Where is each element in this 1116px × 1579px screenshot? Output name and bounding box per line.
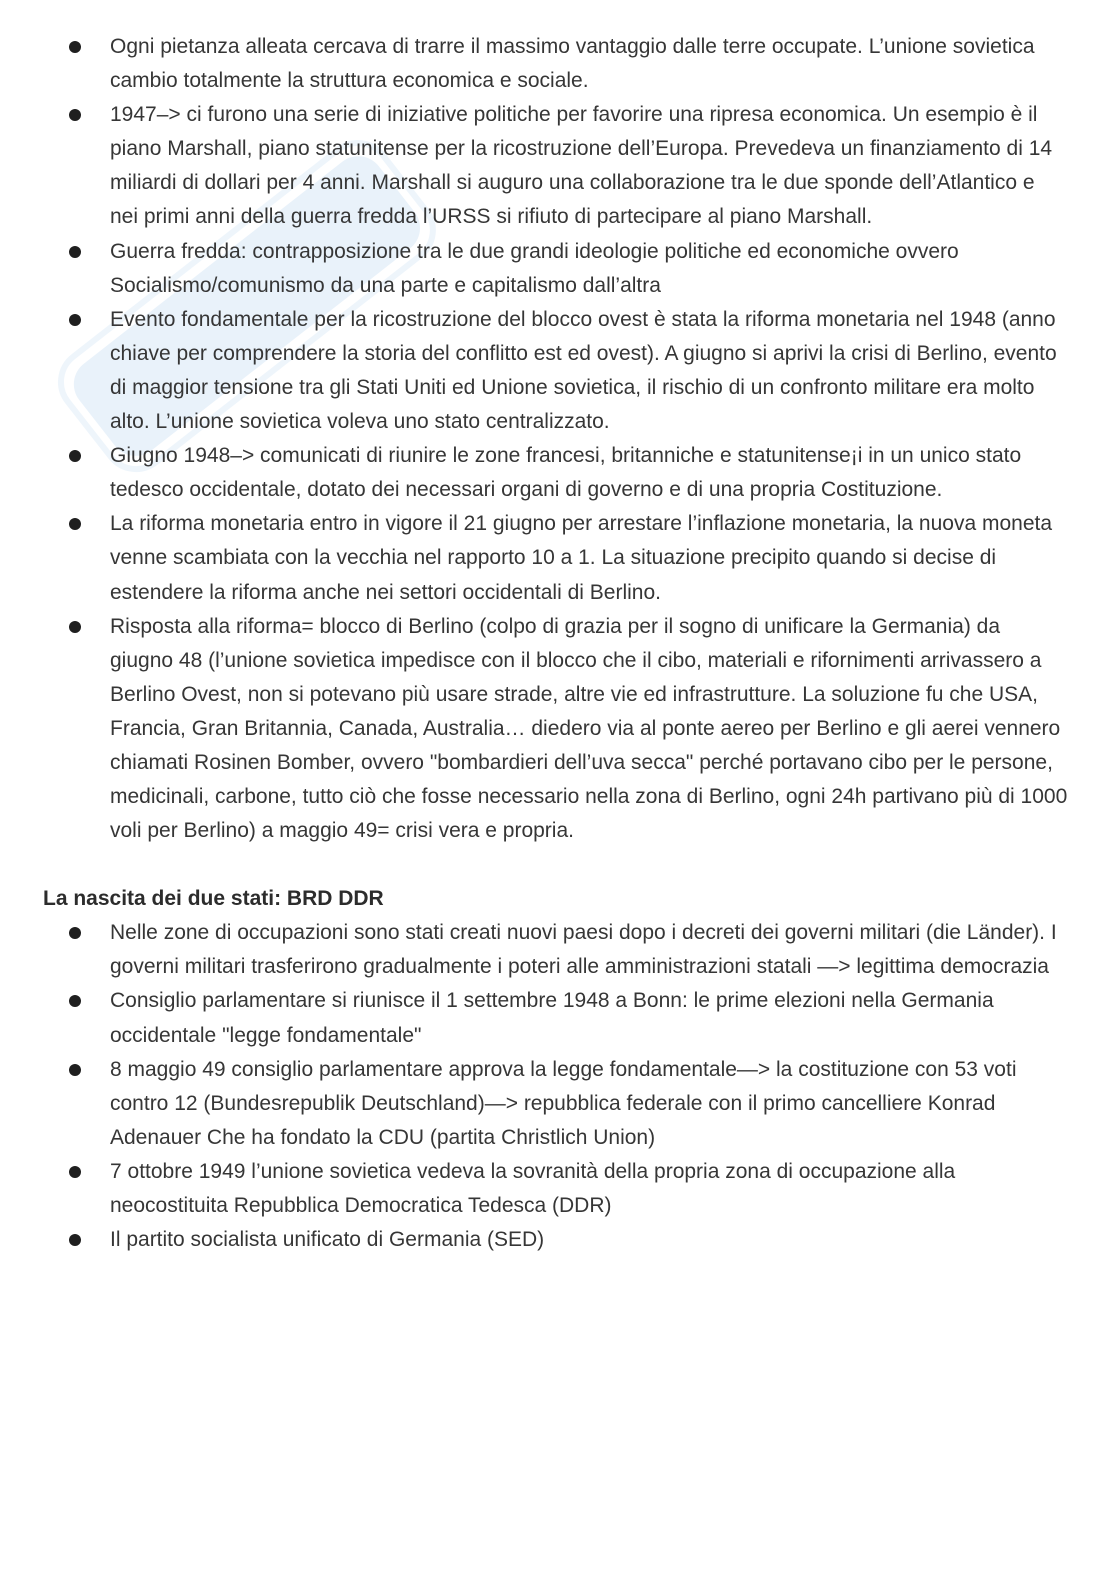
bullet-list-section-2 xyxy=(0,916,1116,1257)
bullet-text: 8 maggio 49 consiglio parlamentare approva la legge fondamentale—> la costituzione con 53 voti contro 12 (Bundesrepublik Deutschland)—> repubblica federale con il primo cancelliere Konrad Adenauer Che ha fondato la CDU (partita Christlich Union) xyxy=(110,1057,1017,1149)
bullet-icon xyxy=(69,518,81,530)
bullet-item xyxy=(0,507,1068,609)
bullet-list-section-1 xyxy=(0,30,1116,848)
bullet-icon xyxy=(69,246,81,258)
bullet-icon xyxy=(69,41,81,53)
bullet-item xyxy=(0,303,1068,439)
bullet-item xyxy=(0,1053,1068,1155)
bullet-text: Evento fondamentale per la ricostruzione del blocco ovest è stata la riforma monetaria nel 1948 (anno chiave per comprendere la storia del conflitto est ed ovest). A giugno si aprivi la crisi di Berlino, evento di maggior tensione tra gli Stati Uniti ed Unione sovietica, il rischio di un confronto militare era molto alto. L’unione sovietica voleva uno stato centralizzato. xyxy=(110,307,1057,434)
bullet-item xyxy=(0,916,1068,984)
bullet-item xyxy=(0,984,1068,1052)
bullet-icon xyxy=(69,1234,81,1246)
bullet-icon xyxy=(69,314,81,326)
section-heading: La nascita dei due stati: BRD DDR xyxy=(43,887,384,911)
bullet-item xyxy=(0,610,1068,849)
bullet-text: Consiglio parlamentare si riunisce il 1 settembre 1948 a Bonn: le prime elezioni nella Germania occidentale "legge fondamentale" xyxy=(110,989,994,1047)
bullet-icon xyxy=(69,109,81,121)
bullet-text: 7 ottobre 1949 l’unione sovietica vedeva la sovranità della propria zona di occupazione alla neocostituita Repubblica Democratica Tedesca (DDR) xyxy=(110,1159,956,1217)
bullet-text: Risposta alla riforma= blocco di Berlino (colpo di grazia per il sogno di unificare la Germania) da giugno 48 (l’unione sovietica impedisce con il blocco che il cibo, materiali e rifornimenti arrivassero a Berlino Ovest, non si potevano più usare strade, altre vie ed infrastrutture. La soluzione fu che USA, Francia, Gran Britannia, Canada, Australia… diedero via al ponte aereo per Berlino e gli aerei vennero chiamati Rosinen Bomber, ovvero "bombardieri dell’uva secca" perché portavano cibo per le persone, medicinali, carbone, tutto ciò che fosse necessario nella zona di Berlino, ogni 24h partivano più di 1000 voli per Berlino) a maggio 49= crisi vera e propria. xyxy=(110,614,1068,843)
bullet-text: Guerra fredda: contrapposizione tra le due grandi ideologie politiche ed economiche ovvero Socialismo/comunismo da una parte e capitalismo dall’altra xyxy=(110,239,959,297)
bullet-text: Ogni pietanza alleata cercava di trarre il massimo vantaggio dalle terre occupate. L’unione sovietica cambio totalmente la struttura economica e sociale. xyxy=(110,35,1035,93)
document-page xyxy=(0,30,1116,1257)
bullet-icon xyxy=(69,450,81,462)
bullet-item xyxy=(0,439,1068,507)
bullet-text: 1947–> ci furono una serie di iniziative politiche per favorire una ripresa economica. Un esempio è il piano Marshall, piano statunitense per la ricostruzione dell’Europa. Prevedeva un finanziamento di 14 miliardi di dollari per 4 anni. Marshall si auguro una collaborazione tra le due sponde dell’Atlantico e nei primi anni della guerra fredda l’URSS si rifiuto di partecipare al piano Marshall. xyxy=(110,103,1053,229)
bullet-icon xyxy=(69,1064,81,1076)
bullet-icon xyxy=(69,927,81,939)
bullet-item xyxy=(0,235,1068,303)
bullet-icon xyxy=(69,1166,81,1178)
bullet-item xyxy=(0,98,1068,234)
bullet-icon xyxy=(69,995,81,1007)
bullet-text: Nelle zone di occupazioni sono stati creati nuovi paesi dopo i decreti dei governi militari (die Länder). I governi militari trasferirono gradualmente i poteri alle amministrazioni statali —> legittima democrazia xyxy=(110,921,1057,979)
bullet-text: La riforma monetaria entro in vigore il 21 giugno per arrestare l’inflazione monetaria, la nuova moneta venne scambiata con la vecchia nel rapporto 10 a 1. La situazione precipito quando si decise di estendere la riforma anche nei settori occidentali di Berlino. xyxy=(110,512,1053,604)
bullet-item xyxy=(0,1155,1068,1223)
bullet-text: Giugno 1948–> comunicati di riunire le zone francesi, britanniche e statunitense¡i in un unico stato tedesco occidentale, dotato dei necessari organi di governo e di una propria Costituzione. xyxy=(110,444,1022,502)
bullet-item xyxy=(0,1223,1068,1257)
bullet-icon xyxy=(69,621,81,633)
bullet-item xyxy=(0,30,1068,98)
bullet-text: Il partito socialista unificato di Germania (SED) xyxy=(110,1228,545,1252)
